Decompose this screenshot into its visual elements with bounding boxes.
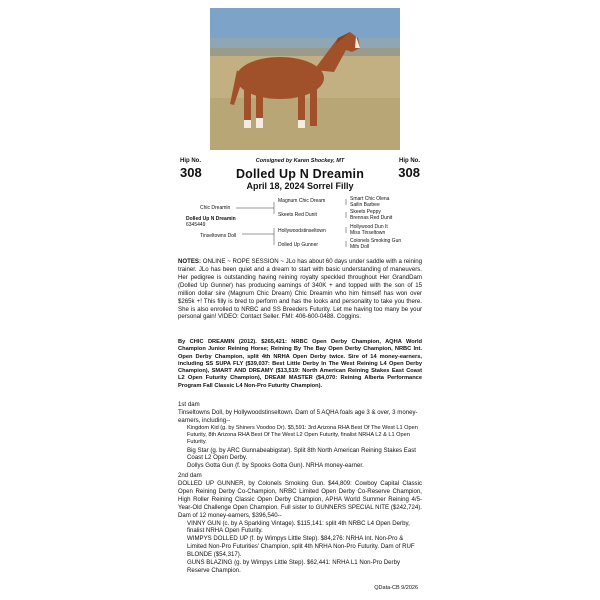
pedigree-sire-dam: Skeets Red Dunit bbox=[278, 212, 317, 218]
first-dam-intro: Tinseltowns Doll, by Hollywoodstinseltown. Dam of 5 AQHA foals age 3 & over, 3 money-earners, including-- bbox=[178, 408, 418, 424]
pedigree-dss: Hollywood Dun It bbox=[350, 224, 388, 230]
produce-big-star: Big Star (g. by ARC Gunnabeabigstar). Split 8th North American Reining Stakes East Coast L2 Open Derby. bbox=[187, 446, 416, 462]
consignor-line: Consigned by Karen Shockey, MT bbox=[255, 158, 345, 164]
horse-photo bbox=[210, 8, 400, 150]
pedigree-dam-sire: Hollywoodstinseltown bbox=[278, 228, 326, 234]
pedigree-sdd: Brennas Red Dunit bbox=[350, 215, 393, 221]
produce-kingdom-kid: Kingdom Kid (g. by Shiners Voodoo Dr). $5,591: 3rd Arizona RHA Best Of The West L1 Open Futurity, 8th Arizona RHA Best Of The West L2 Open Futurity, finalist NRHA L2 & L1 Open Futurity. bbox=[187, 424, 418, 446]
produce-wimpys-dolled-up: WIMPYS DOLLED UP (f. by Wimpys Little Step). $84,276: NRHA Int. Non-Pro & Limited Non-Pro Futurities' Champion, split 4th NRHA Non-Pro Futurity. Dam of RUF BLONDE ($54,317). bbox=[187, 535, 415, 559]
second-dam-heading: 2nd dam bbox=[178, 472, 202, 479]
catalog-page bbox=[178, 0, 422, 600]
horse-photo-graphic bbox=[210, 8, 400, 150]
sire-record: By CHIC DREAMIN (2012). $265,421: NRBC Open Derby Champion, AQHA World Champion Junior Reining Horse; Reining By The Bay Open Derby Champion, NRBC Int. Open Derby Champion, split 4th NRHA Open Derby twice. Sire of 14 money-earners, including SS SUPA FLY ($39,037: Best Little Derby In The West Reining L4 Open Derby Champion), SMART AND DREAMY ($13,519: North American Reining Stakes East Coast L2 Open Futurity Champion), DREAM MASTER ($4,070: Reining Alberta Performance Program Fall Classic L4 Non-Pro Futurity Champion). bbox=[178, 339, 422, 389]
second-dam-section bbox=[178, 472, 422, 575]
first-dam-heading: 1st dam bbox=[178, 401, 200, 408]
sire-paragraph bbox=[178, 339, 422, 390]
pedigree-registration: 6345449 bbox=[186, 222, 206, 228]
hip-number: 308 bbox=[398, 165, 420, 180]
pedigree-dam: Tinseltowns Doll bbox=[200, 233, 237, 239]
notes-label: NOTES: bbox=[178, 258, 202, 265]
pedigree-dam-dam: Dolled Up Gunner bbox=[278, 242, 319, 248]
pedigree-sds: Skeets Peppy bbox=[350, 209, 381, 215]
hip-label: Hip No. bbox=[180, 158, 201, 164]
pedigree-chart bbox=[178, 196, 422, 256]
hip-number: 308 bbox=[180, 165, 202, 180]
foaling-date-and-sex: April 18, 2024 Sorrel Filly bbox=[246, 181, 354, 191]
produce-dollys-gotta-gun: Dollys Gotta Gun (f. by Spooks Gotta Gun). NRHA money-earner. bbox=[187, 462, 364, 470]
pedigree-sire-sire: Magnum Chic Dream bbox=[278, 198, 326, 204]
pedigree-sire: Chic Dreamin bbox=[200, 205, 231, 211]
horse-name: Dolled Up N Dreamin bbox=[235, 167, 365, 181]
produce-vinny-gun: VINNY GUN (c. by A Sparkling Vintage). $115,141: split 4th NRBC L4 Open Derby, finalist NRHA Open Futurity. bbox=[187, 519, 410, 535]
pedigree-ssd: Sailin Barbee bbox=[350, 202, 380, 208]
pedigree-dds: Colonels Smoking Gun bbox=[350, 238, 402, 244]
notes-section bbox=[178, 258, 422, 321]
catalog-footer: QData-CB 9/2026 bbox=[374, 585, 418, 591]
second-dam-intro: DOLLED UP GUNNER, by Colonels Smoking Gun. $44,809: Cowboy Capital Classic Open Reining Derby Co-Champion, NRBC Limited Open Derby Co-Reserve Champion, High Roller Reining Classic Open Derby Champion, APHA World Summer Reining 4/5-Year-Old Challenge Open Champion. Full sister to GUNNERS SPECIAL NITE ($242,724). Dam of 12 money-earners, $396,540-- bbox=[178, 479, 422, 519]
pedigree-ddd: Mifs Doll bbox=[350, 244, 370, 250]
produce-guns-blazing: GUNS BLAZING (g. by Wimpys Little Step). $62,441: NRHA L1 Non-Pro Derby Reserve Champion. bbox=[187, 559, 401, 575]
pedigree-dsd: Miss Tinseltown bbox=[350, 230, 386, 236]
pedigree-sss: Smart Chic Olena bbox=[350, 196, 390, 202]
hip-label: Hip No. bbox=[399, 158, 420, 164]
notes-text: ONLINE ~ ROPE SESSION ~ JLo has about 60 days under saddle with a reining trainer. JLo has been quiet and a dream to start with basic understanding of maneuvers. Her pedigree is outstanding having reining royalty speckled throughout Her GrandDam (Dolled Up Gunner) has producing earnings of 340K + and topped with the son of 15 million dollar sire (Magnum Chic Dream) Chic Dreamin who him himself has won over $265k +! This filly is bred to perform and has the looks and personality to take you there. She is also enrolled to NRBC and SS Breeders Futurity. Let me having too many be your personal gain! VIDEO: Contact Seller. FMI: 406-600-0488. Coggins. bbox=[178, 258, 422, 321]
pedigree-horse: Dolled Up N Dreamin bbox=[186, 216, 236, 222]
first-dam-section bbox=[178, 401, 422, 470]
